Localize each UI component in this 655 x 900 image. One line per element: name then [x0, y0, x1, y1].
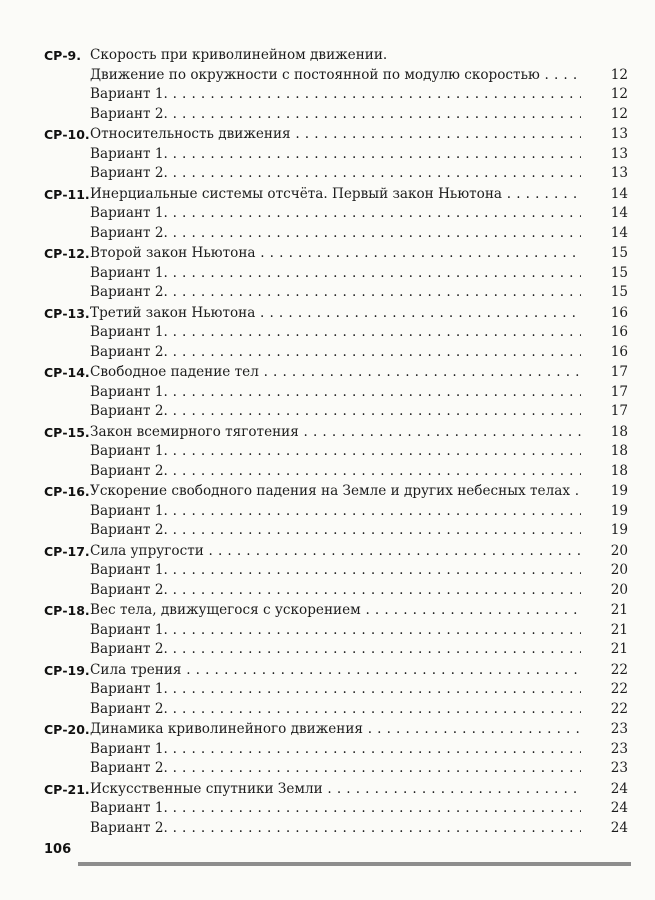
- toc-page-number: 13: [610, 145, 628, 162]
- toc-variant-row: [0, 819, 655, 839]
- toc-variant-text: Вариант 1. . . .: [90, 621, 581, 641]
- toc-variant-row: [0, 581, 655, 601]
- section-code: СР-11.: [44, 186, 90, 202]
- toc-page-number: 18: [610, 462, 628, 479]
- section-code: СР-21.: [44, 781, 90, 797]
- toc-title-text: Сила упругости . . .: [90, 542, 581, 562]
- toc-variant-row: [0, 323, 655, 343]
- toc-title-text: Закон всемирного тяготения . . .: [90, 423, 581, 443]
- toc-variant-row: [0, 283, 655, 303]
- toc-variant-text: Вариант 2. . . .: [90, 164, 581, 184]
- toc-title-row: [0, 46, 655, 66]
- toc-page-number: 21: [610, 641, 628, 657]
- toc-page-number: 18: [610, 443, 628, 459]
- toc-variant-row: [0, 799, 655, 819]
- toc-page-number: 12: [610, 86, 628, 102]
- toc-page-number: 21: [610, 602, 628, 618]
- toc-variant-row: [0, 759, 655, 779]
- toc-section: [0, 363, 655, 422]
- toc-page-number: 19: [610, 483, 628, 499]
- toc-variant-row: [0, 164, 655, 184]
- toc-variant-text: Вариант 2. . . .: [90, 700, 581, 720]
- toc-page-number: 22: [610, 681, 628, 697]
- toc-variant-text: Вариант 2. . . .: [90, 640, 581, 660]
- toc-variant-text: Вариант 2. . . .: [90, 759, 581, 779]
- toc-page-number: 17: [610, 403, 628, 419]
- section-code: СР-16.: [44, 484, 90, 499]
- toc-page-number: 12: [610, 66, 628, 83]
- toc-page-number: 19: [610, 502, 628, 519]
- toc-section: [0, 185, 655, 244]
- toc-title-text: Третий закон Ньютона . . .: [90, 304, 581, 324]
- toc-title-text: Инерциальные системы отсчёта. Первый закон Ньютона . . .: [90, 185, 581, 205]
- section-code: СР-12.: [44, 246, 90, 261]
- toc-variant-text: Вариант 1. . . .: [90, 264, 581, 284]
- toc-section: [0, 542, 655, 601]
- toc-variant-row: [0, 264, 655, 284]
- toc-page-number: 15: [610, 264, 628, 281]
- toc-page-number: 12: [610, 105, 628, 122]
- toc-page-number: 22: [610, 661, 628, 678]
- toc-page-number: 24: [610, 800, 628, 816]
- section-code: СР-9.: [44, 48, 81, 63]
- toc-page-number: 23: [610, 721, 628, 737]
- toc-page-number: 13: [610, 165, 628, 181]
- toc-page-number: 21: [610, 621, 628, 638]
- toc-title-row: [0, 125, 655, 145]
- toc-title-row: [0, 66, 655, 86]
- toc-page-number: 14: [610, 224, 628, 241]
- toc-title-text: Ускорение свободного падения на Земле и других небесных телах . . .: [90, 482, 581, 502]
- section-code: СР-10.: [44, 127, 90, 142]
- toc-variant-text: Вариант 1. . . .: [90, 740, 581, 760]
- toc-page-number: 16: [610, 343, 628, 360]
- toc-page-number: 23: [610, 760, 628, 776]
- toc-page-number: 24: [610, 819, 628, 836]
- toc-variant-text: Вариант 1. . . .: [90, 502, 581, 522]
- toc-variant-text: Вариант 1. . . .: [90, 85, 581, 105]
- toc-title-text: Движение по окружности с постоянной по модулю скоростью . . .: [90, 66, 581, 86]
- toc-variant-row: [0, 105, 655, 125]
- toc-variant-text: Вариант 2. . . .: [90, 105, 581, 125]
- toc-page-number: 15: [610, 245, 628, 261]
- toc-variant-row: [0, 383, 655, 403]
- toc-section: [0, 423, 655, 482]
- toc-variant-row: [0, 204, 655, 224]
- toc-title-text: Относительность движения . . .: [90, 125, 581, 145]
- toc-title-text: Второй закон Ньютона . . .: [90, 244, 581, 264]
- toc-title-row: [0, 661, 655, 681]
- section-code: СР-19.: [44, 662, 90, 678]
- toc-page-number: 20: [610, 542, 628, 559]
- toc-title-text: Вес тела, движущегося с ускорением . . .: [90, 601, 581, 621]
- toc-page-number: 17: [610, 364, 628, 380]
- toc-page-number: 23: [610, 740, 628, 757]
- toc-section: [0, 304, 655, 363]
- toc-variant-row: [0, 85, 655, 105]
- toc-variant-row: [0, 640, 655, 660]
- toc-variant-text: Вариант 1. . . .: [90, 680, 581, 700]
- toc-title-row: [0, 363, 655, 383]
- toc-title-row: [0, 720, 655, 740]
- toc-title-row: [0, 244, 655, 264]
- toc-page-number: 18: [610, 423, 628, 440]
- toc-variant-text: Вариант 1. . . .: [90, 561, 581, 581]
- toc-page-number: 14: [610, 185, 628, 202]
- toc-title-text: Сила трения . . .: [90, 661, 581, 681]
- toc-section: [0, 482, 655, 541]
- toc-title-row: [0, 780, 655, 800]
- toc-variant-row: [0, 402, 655, 422]
- toc-title-row: [0, 304, 655, 324]
- toc-title-row: [0, 601, 655, 621]
- toc-page-number: 17: [610, 383, 628, 400]
- toc-page-number: 13: [610, 126, 628, 142]
- toc-variant-text: Вариант 2. . . .: [90, 224, 581, 244]
- section-code: СР-20.: [44, 722, 90, 737]
- toc-variant-row: [0, 700, 655, 720]
- toc-page-number: 14: [610, 205, 628, 221]
- table-of-contents: [0, 46, 655, 839]
- toc-variant-row: [0, 502, 655, 522]
- toc-variant-row: [0, 224, 655, 244]
- toc-variant-text: Вариант 2. . . .: [90, 819, 581, 839]
- toc-variant-row: [0, 680, 655, 700]
- toc-variant-row: [0, 462, 655, 482]
- toc-variant-text: Вариант 2. . . .: [90, 402, 581, 422]
- toc-variant-text: Вариант 1. . . .: [90, 145, 581, 165]
- toc-page-number: 15: [610, 284, 628, 300]
- toc-page-number: 22: [610, 700, 628, 717]
- toc-variant-text: Вариант 2. . . .: [90, 462, 581, 482]
- toc-variant-text: Вариант 1. . . .: [90, 323, 581, 343]
- toc-title-row: [0, 185, 655, 205]
- toc-variant-text: Вариант 1. . . .: [90, 799, 581, 819]
- toc-variant-text: Вариант 2. . . .: [90, 581, 581, 601]
- section-code: СР-18.: [44, 603, 90, 618]
- toc-variant-text: Вариант 2. . . .: [90, 283, 581, 303]
- toc-title-text: Свободное падение тел . . .: [90, 363, 581, 383]
- toc-title-text: Искусственные спутники Земли . . .: [90, 780, 581, 800]
- toc-variant-text: Вариант 2. . . .: [90, 343, 581, 363]
- page-number: 106: [44, 842, 72, 857]
- toc-section: [0, 244, 655, 303]
- toc-page-number: 19: [610, 522, 628, 538]
- toc-variant-text: Вариант 2. . . .: [90, 521, 581, 541]
- section-code: СР-17.: [44, 543, 90, 559]
- toc-page-number: 24: [610, 780, 628, 797]
- toc-variant-row: [0, 561, 655, 581]
- toc-variant-text: Вариант 1. . . .: [90, 204, 581, 224]
- toc-section: [0, 720, 655, 779]
- toc-section: [0, 46, 655, 124]
- toc-section: [0, 125, 655, 184]
- toc-title-text: Динамика криволинейного движения . . .: [90, 720, 581, 740]
- section-code: СР-14.: [44, 365, 90, 380]
- toc-section: [0, 780, 655, 839]
- section-code: СР-13.: [44, 305, 90, 321]
- toc-page-number: 16: [610, 304, 628, 321]
- toc-variant-row: [0, 621, 655, 641]
- toc-variant-row: [0, 442, 655, 462]
- toc-variant-row: [0, 740, 655, 760]
- toc-title-row: [0, 423, 655, 443]
- toc-section: [0, 661, 655, 720]
- toc-title-row: [0, 482, 655, 502]
- toc-section: [0, 601, 655, 660]
- toc-page-number: 16: [610, 324, 628, 340]
- toc-variant-text: Вариант 1. . . .: [90, 383, 581, 403]
- footer-rule: [78, 862, 631, 866]
- section-code: СР-15.: [44, 424, 90, 440]
- toc-page-number: 20: [610, 581, 628, 598]
- toc-variant-text: Вариант 1. . . .: [90, 442, 581, 462]
- toc-variant-row: [0, 145, 655, 165]
- toc-variant-row: [0, 521, 655, 541]
- toc-page-number: 20: [610, 562, 628, 578]
- toc-title-text: Скорость при криволинейном движении.: [90, 47, 388, 63]
- toc-variant-row: [0, 343, 655, 363]
- toc-title-row: [0, 542, 655, 562]
